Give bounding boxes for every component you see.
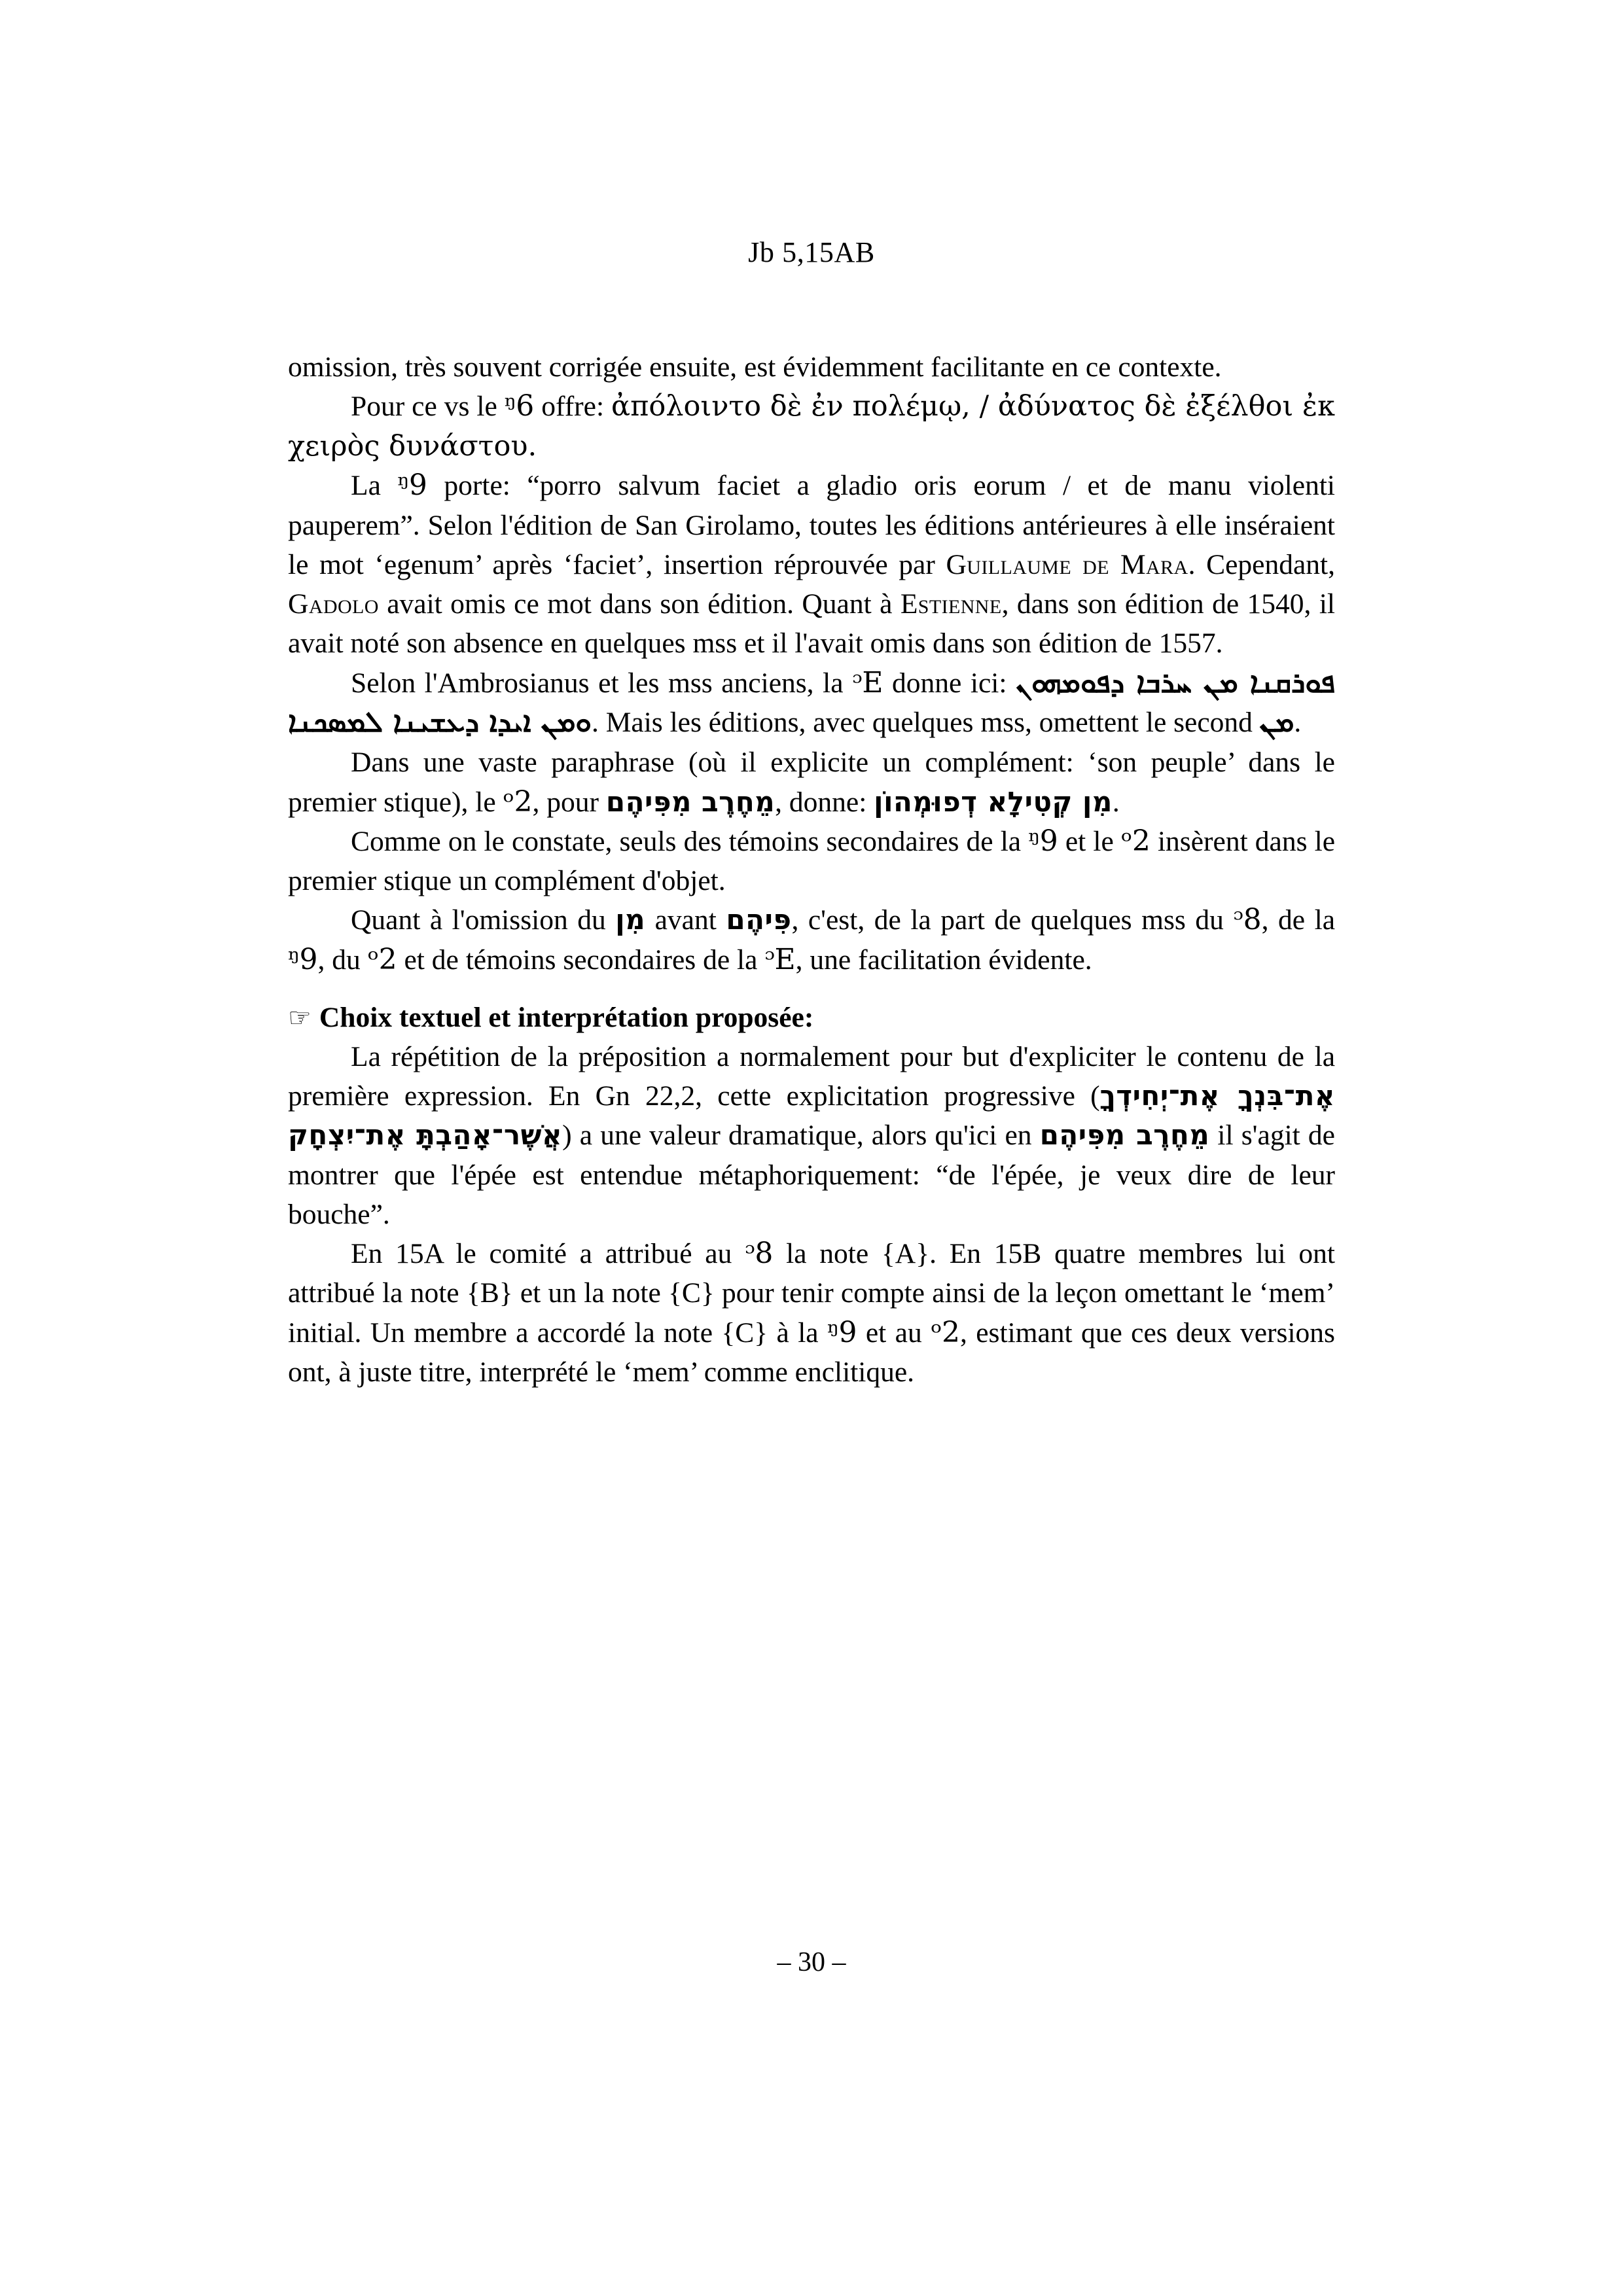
siglum-syriac-2: ᵓE <box>764 942 796 976</box>
siglum-targum: ᵒ2 <box>503 785 533 819</box>
hebrew-meherev-mippihem-2: מֵחֶרֶב מִפִּיהֶם <box>1039 1119 1210 1152</box>
p7-mid2: , c'est, de la part de quelques mss du <box>791 904 1234 936</box>
siglum-vulgate-2: ᵑ9 <box>1028 824 1058 858</box>
syriac-word-men: ܡܢ <box>1259 705 1294 739</box>
p9-mid: la note {A}. En 15B quatre membres lui ont attribué la note {B} et un la note {C} pour tenir compte ainsi de la leçon omettant le ‘mem’ initial. Un membre a accordé la note {C} à la <box>288 1238 1335 1349</box>
p2-lead: Pour ce vs le <box>351 391 505 423</box>
siglum-targum-2: ᵒ2 <box>1120 824 1150 858</box>
p9-tail: , estimant que ces deux versions ont, à juste titre, interprété le ‘mem’ comme enclitique. <box>288 1316 1335 1388</box>
p4-tail: . <box>1294 707 1302 739</box>
p7-mid: avant <box>645 904 726 936</box>
siglum-syriac: ᵓE <box>852 665 883 699</box>
p5-tail: . <box>1112 786 1120 818</box>
page-content <box>288 236 1335 1392</box>
siglum-vulgate-4: ᵑ9 <box>827 1315 857 1349</box>
p7-tail: , une facilitation évidente. <box>795 944 1092 976</box>
p6-tail: insèrent dans le premier stique un complément d'objet. <box>288 825 1335 897</box>
p8-mid: ) a une valeur dramatique, alors qu'ici en <box>562 1120 1040 1152</box>
p3-lead: La <box>351 470 398 502</box>
paragraph-peshitta <box>288 663 1335 743</box>
p6-mid: et le <box>1058 825 1121 857</box>
paragraph-omission <box>288 347 1335 387</box>
siglum-vulgate: ᵑ9 <box>397 468 427 503</box>
syriac-quotation: ܦܘܪܩܢܐ ܡܢ ܚܪܒܐ ܕܦܘܡܗܘܢ ܘܡܢ ܐܝܕܐ ܕܥܫܝܢܐ ܠܡܣܟܢܐ <box>288 665 1335 739</box>
p7-lead: Quant à l'omission du <box>351 904 616 936</box>
p9-lead: En 15A le comité a attribué au <box>351 1238 745 1270</box>
p4-mid: . Mais les éditions, avec quelques mss, omettent le second <box>591 707 1260 739</box>
name-estienne: Estienne <box>900 588 1002 620</box>
aramaic-qetila-difumhon: מִן קְטִילָא דְפוּמְהוֹן <box>874 785 1113 818</box>
p5-after-siglum: , pour <box>532 786 606 818</box>
paragraph-committee-ratings <box>288 1234 1335 1392</box>
heading-spacer <box>288 980 1335 998</box>
paragraph-vulgate <box>288 466 1335 663</box>
siglum-vulgate-3: ᵑ9 <box>288 942 318 976</box>
p7-mid4: , du <box>317 944 368 976</box>
paragraph-septuagint <box>288 387 1335 466</box>
running-head: Jb 5,15AB <box>748 236 875 268</box>
p7-mid3: , de la <box>1261 904 1336 936</box>
section-heading <box>288 998 1335 1037</box>
paragraph-omission-text: omission, très souvent corrigée ensuite, est évidemment facilitante en ce contexte. <box>288 351 1222 383</box>
p5-lead: Dans une vaste paraphrase (où il explicite un complément: ‘son peuple’ dans le premier stique), le <box>288 747 1335 818</box>
p6-lead: Comme on le constate, seuls des témoins secondaires de la <box>351 825 1029 857</box>
greek-quotation: ἀπόλοιντο δὲ ἐν πολέμῳ, / ἀδύνατος δὲ ἐξέλθοι ἐκ χειρὸς δυνάστου. <box>288 390 1335 463</box>
hebrew-meherev-mippihem: מֵחֶרֶב מִפִּיהֶם <box>605 785 776 818</box>
hebrew-min: מִן <box>615 904 646 936</box>
p3-after-siglum: porte: “porro salvum faciet a gladio oris eorum / et de manu violenti pauperem”. Selon l'édition de San Girolamo, toutes les éditions antérieures à elle inséraient le mot ‘egenum’ après ‘faciet’, insertion réprouvée par <box>288 470 1335 580</box>
paragraph-targum-paraphrase <box>288 743 1335 821</box>
p7-mid5: et de témoins secondaires de la <box>397 944 765 976</box>
siglum-septuagint: ᵑ6 <box>504 389 535 423</box>
name-guillaume-de-mara: Guillaume de Mara <box>946 548 1188 580</box>
paragraph-repetition <box>288 1037 1335 1234</box>
p8-lead: La répétition de la préposition a normalement pour but d'expliciter le contenu de la première expression. En Gn 22,2, cette explicitation progressive ( <box>288 1041 1335 1112</box>
p9-mid2: et au <box>857 1316 931 1349</box>
p3-mid: . Cependant, <box>1188 548 1335 580</box>
paragraph-omission-min <box>288 900 1335 979</box>
p8-tail: il s'agit de montrer que l'épée est entendue métaphoriquement: “de l'épée, je veux dire de leur bouche”. <box>288 1120 1335 1230</box>
siglum-masoretic: ᵓ8 <box>1233 903 1262 937</box>
paragraph-secondary-witnesses <box>288 822 1335 900</box>
p2-after-siglum: offre: <box>534 391 612 423</box>
p3-mid2: avait omis ce mot dans son édition. Quant à <box>378 588 901 620</box>
p5-mid: , donne: <box>775 786 874 818</box>
p4-after-siglum: donne ici: <box>883 667 1016 699</box>
section-heading-label: Choix textuel et interprétation proposée: <box>319 1001 814 1033</box>
siglum-targum-4: ᵒ2 <box>931 1315 961 1349</box>
siglum-masoretic-2: ᵓ8 <box>745 1237 774 1271</box>
name-gadolo: Gadolo <box>288 588 379 620</box>
page-number: – 30 – <box>777 1947 846 1977</box>
hebrew-pihem: פִּיהֶם <box>726 904 792 936</box>
pointing-hand-icon: ☞ <box>288 1002 312 1033</box>
siglum-targum-3: ᵒ2 <box>367 942 397 976</box>
p4-lead: Selon l'Ambrosianus et les mss anciens, la <box>351 667 853 699</box>
p3-tail: , dans son édition de 1540, il avait noté son absence en quelques mss et il l'avait omis dans son édition de 1557. <box>288 588 1335 660</box>
hebrew-genesis-22-2: אֶת־בִּנְךָ אֶת־יְחִידְךָ אֲשֶׁר־אָהַבְתָּ אֶת־יִצְחָק <box>288 1080 1335 1152</box>
